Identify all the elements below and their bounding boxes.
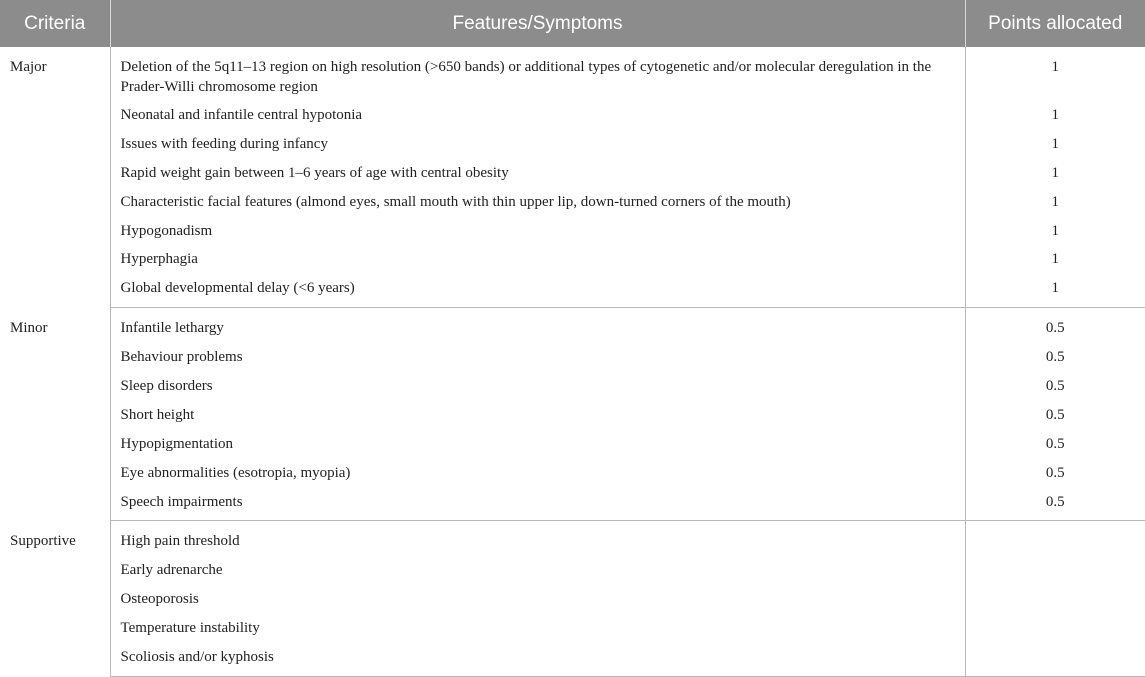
points-cell — [965, 308, 1145, 347]
table-body — [0, 47, 1145, 676]
points-value: 0.5 — [966, 492, 1145, 512]
table-row — [0, 589, 1145, 618]
feature-text: Characteristic facial features (almond eyes, small mouth with thin upper lip, down-turned corners of the mouth) — [121, 192, 965, 212]
feature-text: Sleep disorders — [121, 376, 965, 396]
points-value: 0.5 — [966, 318, 1145, 338]
points-cell — [965, 278, 1145, 307]
points-value: 1 — [966, 249, 1145, 269]
points-cell — [965, 105, 1145, 134]
feature-text: Temperature instability — [121, 618, 965, 638]
points-value: 1 — [966, 134, 1145, 154]
points-cell — [965, 463, 1145, 492]
feature-cell — [110, 521, 965, 560]
header-points: Points allocated — [965, 0, 1145, 47]
feature-cell — [110, 221, 965, 250]
points-cell — [965, 163, 1145, 192]
feature-text: Rapid weight gain between 1–6 years of age with central obesity — [121, 163, 965, 183]
feature-cell — [110, 47, 965, 105]
header-features: Features/Symptoms — [110, 0, 965, 47]
table-row — [0, 347, 1145, 376]
feature-cell — [110, 492, 965, 521]
feature-text: Hypopigmentation — [121, 434, 965, 454]
header-row — [0, 0, 1145, 47]
feature-cell — [110, 405, 965, 434]
points-cell — [965, 221, 1145, 250]
table-row — [0, 47, 1145, 105]
points-cell — [965, 492, 1145, 521]
feature-text: Deletion of the 5q11–13 region on high resolution (>650 bands) or additional types of cytogenetic and/or molecular deregulation in the Prader-Willi chromosome region — [121, 57, 965, 97]
feature-text: Speech impairments — [121, 492, 965, 512]
feature-cell — [110, 308, 965, 347]
points-cell — [965, 47, 1145, 105]
feature-text: Hypogonadism — [121, 221, 965, 241]
table-row — [0, 192, 1145, 221]
table-row — [0, 105, 1145, 134]
table-row — [0, 521, 1145, 560]
points-value: 0.5 — [966, 434, 1145, 454]
feature-cell — [110, 105, 965, 134]
criteria-cell — [0, 308, 110, 521]
table-row — [0, 405, 1145, 434]
feature-cell — [110, 376, 965, 405]
points-cell — [965, 589, 1145, 618]
points-cell — [965, 647, 1145, 676]
table-row — [0, 560, 1145, 589]
table-row — [0, 134, 1145, 163]
criteria-cell — [0, 521, 110, 676]
table-row — [0, 249, 1145, 278]
criteria-cell — [0, 47, 110, 308]
points-cell — [965, 249, 1145, 278]
table-row — [0, 376, 1145, 405]
feature-text: Neonatal and infantile central hypotonia — [121, 105, 965, 125]
points-cell — [965, 405, 1145, 434]
points-value: 1 — [966, 192, 1145, 212]
feature-cell — [110, 192, 965, 221]
feature-cell — [110, 560, 965, 589]
table-row — [0, 434, 1145, 463]
feature-text: Eye abnormalities (esotropia, myopia) — [121, 463, 965, 483]
feature-text: Global developmental delay (<6 years) — [121, 278, 965, 298]
feature-cell — [110, 163, 965, 192]
feature-text: Hyperphagia — [121, 249, 965, 269]
points-value: 0.5 — [966, 376, 1145, 396]
points-value: 1 — [966, 278, 1145, 298]
table-row — [0, 308, 1145, 347]
feature-cell — [110, 347, 965, 376]
feature-cell — [110, 278, 965, 307]
points-cell — [965, 618, 1145, 647]
feature-text: Behaviour problems — [121, 347, 965, 367]
points-cell — [965, 434, 1145, 463]
feature-cell — [110, 134, 965, 163]
table-row — [0, 618, 1145, 647]
table-row — [0, 463, 1145, 492]
points-value: 0.5 — [966, 347, 1145, 367]
points-value: 0.5 — [966, 463, 1145, 483]
points-value: 1 — [966, 57, 1145, 77]
table-row — [0, 278, 1145, 307]
points-cell — [965, 134, 1145, 163]
feature-text: Issues with feeding during infancy — [121, 134, 965, 154]
table-row — [0, 492, 1145, 521]
points-value: 0.5 — [966, 405, 1145, 425]
criteria-label: Supportive — [10, 531, 110, 551]
feature-text: Short height — [121, 405, 965, 425]
feature-text: Osteoporosis — [121, 589, 965, 609]
feature-cell — [110, 618, 965, 647]
feature-text: Scoliosis and/or kyphosis — [121, 647, 965, 667]
points-cell — [965, 192, 1145, 221]
criteria-label: Minor — [10, 318, 110, 338]
header-criteria: Criteria — [0, 0, 110, 47]
points-cell — [965, 376, 1145, 405]
feature-cell — [110, 434, 965, 463]
points-value: 1 — [966, 105, 1145, 125]
criteria-label: Major — [10, 57, 110, 77]
table-row — [0, 647, 1145, 676]
feature-cell — [110, 249, 965, 278]
points-cell — [965, 347, 1145, 376]
feature-cell — [110, 463, 965, 492]
points-value: 1 — [966, 221, 1145, 241]
feature-text: Early adrenarche — [121, 560, 965, 580]
feature-cell — [110, 589, 965, 618]
points-value: 1 — [966, 163, 1145, 183]
feature-cell — [110, 647, 965, 676]
feature-text: Infantile lethargy — [121, 318, 965, 338]
points-cell — [965, 560, 1145, 589]
table-row — [0, 163, 1145, 192]
feature-text: High pain threshold — [121, 531, 965, 551]
table-row — [0, 221, 1145, 250]
points-cell — [965, 521, 1145, 560]
